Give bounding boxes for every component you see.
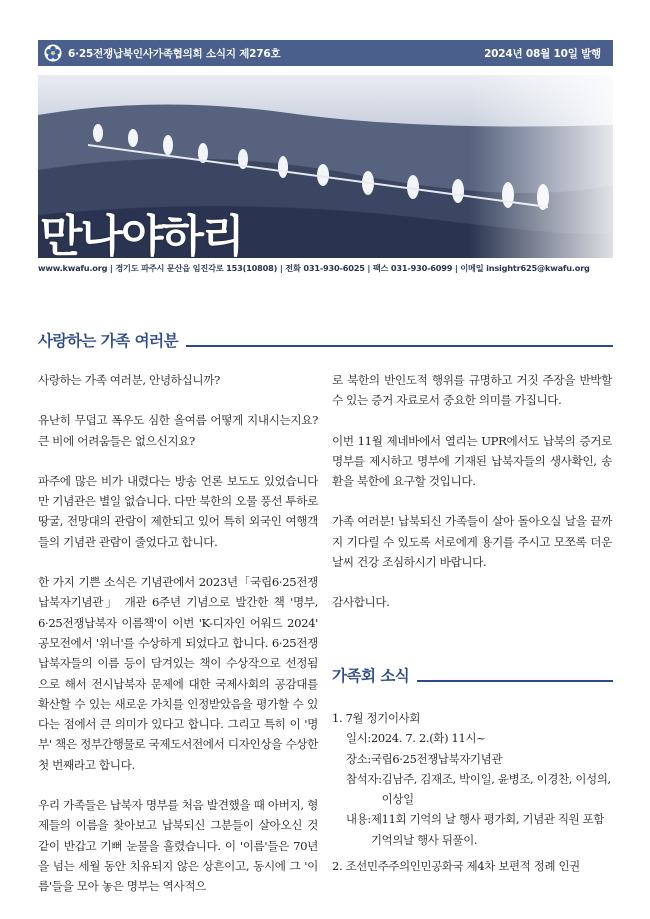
forget-me-not-emblem-icon <box>44 44 62 62</box>
hero-photo <box>38 75 613 258</box>
newsletter-masthead: 만나야하리 <box>40 211 243 258</box>
issue-header-bar <box>38 40 613 66</box>
paragraph: 이번 11월 제네바에서 열리는 UPR에서도 납북의 증거로 명부를 제시하고 명부에 기재된 납북자들의 생사확인, 송환을 북한에 요구할 것입니다. <box>332 433 612 489</box>
paragraph: 로 북한의 반인도적 행위를 규명하고 거짓 주장을 반박할 수 있는 증거 자료로서 중요한 의미를 가집니다. <box>332 373 612 408</box>
section-heading-news <box>332 664 613 686</box>
heading-rule <box>186 345 613 347</box>
letter-right-column <box>332 370 612 633</box>
detail-label: 내용: <box>346 812 371 827</box>
section-title: 사랑하는 가족 여러분 <box>38 332 179 350</box>
detail-value: 제11회 기억의 날 행사 평가회, 기념관 직원 포함 기억의날 행사 뒤풀이. <box>370 812 605 847</box>
detail-value: 2024. 7. 2.(화) 11시~ <box>370 731 486 746</box>
heading-rule <box>417 680 613 682</box>
detail-value: 김남주, 김재조, 박이일, 윤병조, 이경찬, 이성의, 이상일 <box>381 771 611 807</box>
paragraph: 가족 여러분! 납북되신 가족들이 살아 돌아오실 날을 끝까지 기다릴 수 있도록 서로에게 용기를 주시고 모쪼록 더운 날씨 건강 조심하시기 바랍니다. <box>332 514 612 570</box>
paragraph: 한 가지 기쁜 소식은 기념관에서 2023년「국립6·25전쟁납북자기념관」 개관 6주년 기념으로 발간한 책 '명부, 6·25전쟁납북자 이름책'이 이번 'K-디자인 어워드 2024' 공모전에서 '위너'를 수상하게 되었다고 합니다. 6·25전쟁 납북자들의 이름 등이 담겨있는 책이 수상작으로 선정됨으로 해서 전시납북자 문제에 대한 국제사회의 공감대를 확산할 수 있는 새로운 가치를 인정받았음을 평가할 수 있다는 점에서 큰 의미가 있다고 합니다. 그리고 특히 이 '명부' 책은 정부간행물로 국제도서전에서 디자인상을 수상한 첫 번째라고 합니다. <box>38 575 318 772</box>
news-item-title: 2. 조선민주주의인민공화국 제4차 보편적 정례 인권 <box>332 859 580 874</box>
letter-left-column <box>38 370 318 917</box>
detail-row <box>332 728 612 748</box>
section-title: 가족회 소식 <box>332 667 410 685</box>
issue-date: 2024년 08월 10일 발행 <box>484 47 601 60</box>
paragraph: 감사합니다. <box>332 595 390 610</box>
detail-row <box>332 809 612 850</box>
paragraph: 유난히 무덥고 폭우도 심한 올여름 어떻게 지내시는지요? 큰 비에 어려움들은 없으신지요? <box>38 413 318 448</box>
paragraph: 우리 가족들은 납북자 명부를 처음 발견했을 때 아버지, 형제들의 이름을 찾아보고 납북되신 그분들이 살아오신 것 같이 반갑고 기뻐 눈물을 흘렸습니다. 이 '이름'들은 70년을 넘는 세월 동안 치유되지 않은 상흔이고, 동시에 그 '이름'들을 모아 놓은 명부는 역사적으 <box>38 798 318 894</box>
section-heading-letter <box>38 329 613 351</box>
paragraph: 파주에 많은 비가 내렸다는 방송 언론 보도도 있었습니다만 기념관은 별일 없습니다. 다만 북한의 오물 풍선 투하로 땅굴, 전망대의 관람이 제한되고 있어 특히 외국인 여행객들의 기념관 관람이 줄었다고 합니다. <box>38 473 318 549</box>
detail-row <box>332 749 612 769</box>
family-news-list <box>332 708 612 876</box>
paragraph: 사랑하는 가족 여러분, 안녕하십니까? <box>38 373 220 387</box>
detail-label: 장소: <box>346 751 371 766</box>
detail-label: 일시: <box>346 731 371 746</box>
news-item-title: 1. 7월 정기이사회 <box>332 711 421 725</box>
contact-line: www.kwafu.org | 경기도 파주시 문산읍 임진각로 153(10808) | 전화 031-930-6025 | 팩스 031-930-6099 | 이메일 insightr625@kwafu.org <box>38 263 590 273</box>
detail-row <box>332 769 612 810</box>
detail-value: 국립6·25전쟁납북자기념관 <box>370 751 503 766</box>
detail-label: 참석자: <box>346 771 382 786</box>
org-issue-title: 6·25전쟁납북인사가족협의회 소식지 제276호 <box>68 47 281 60</box>
